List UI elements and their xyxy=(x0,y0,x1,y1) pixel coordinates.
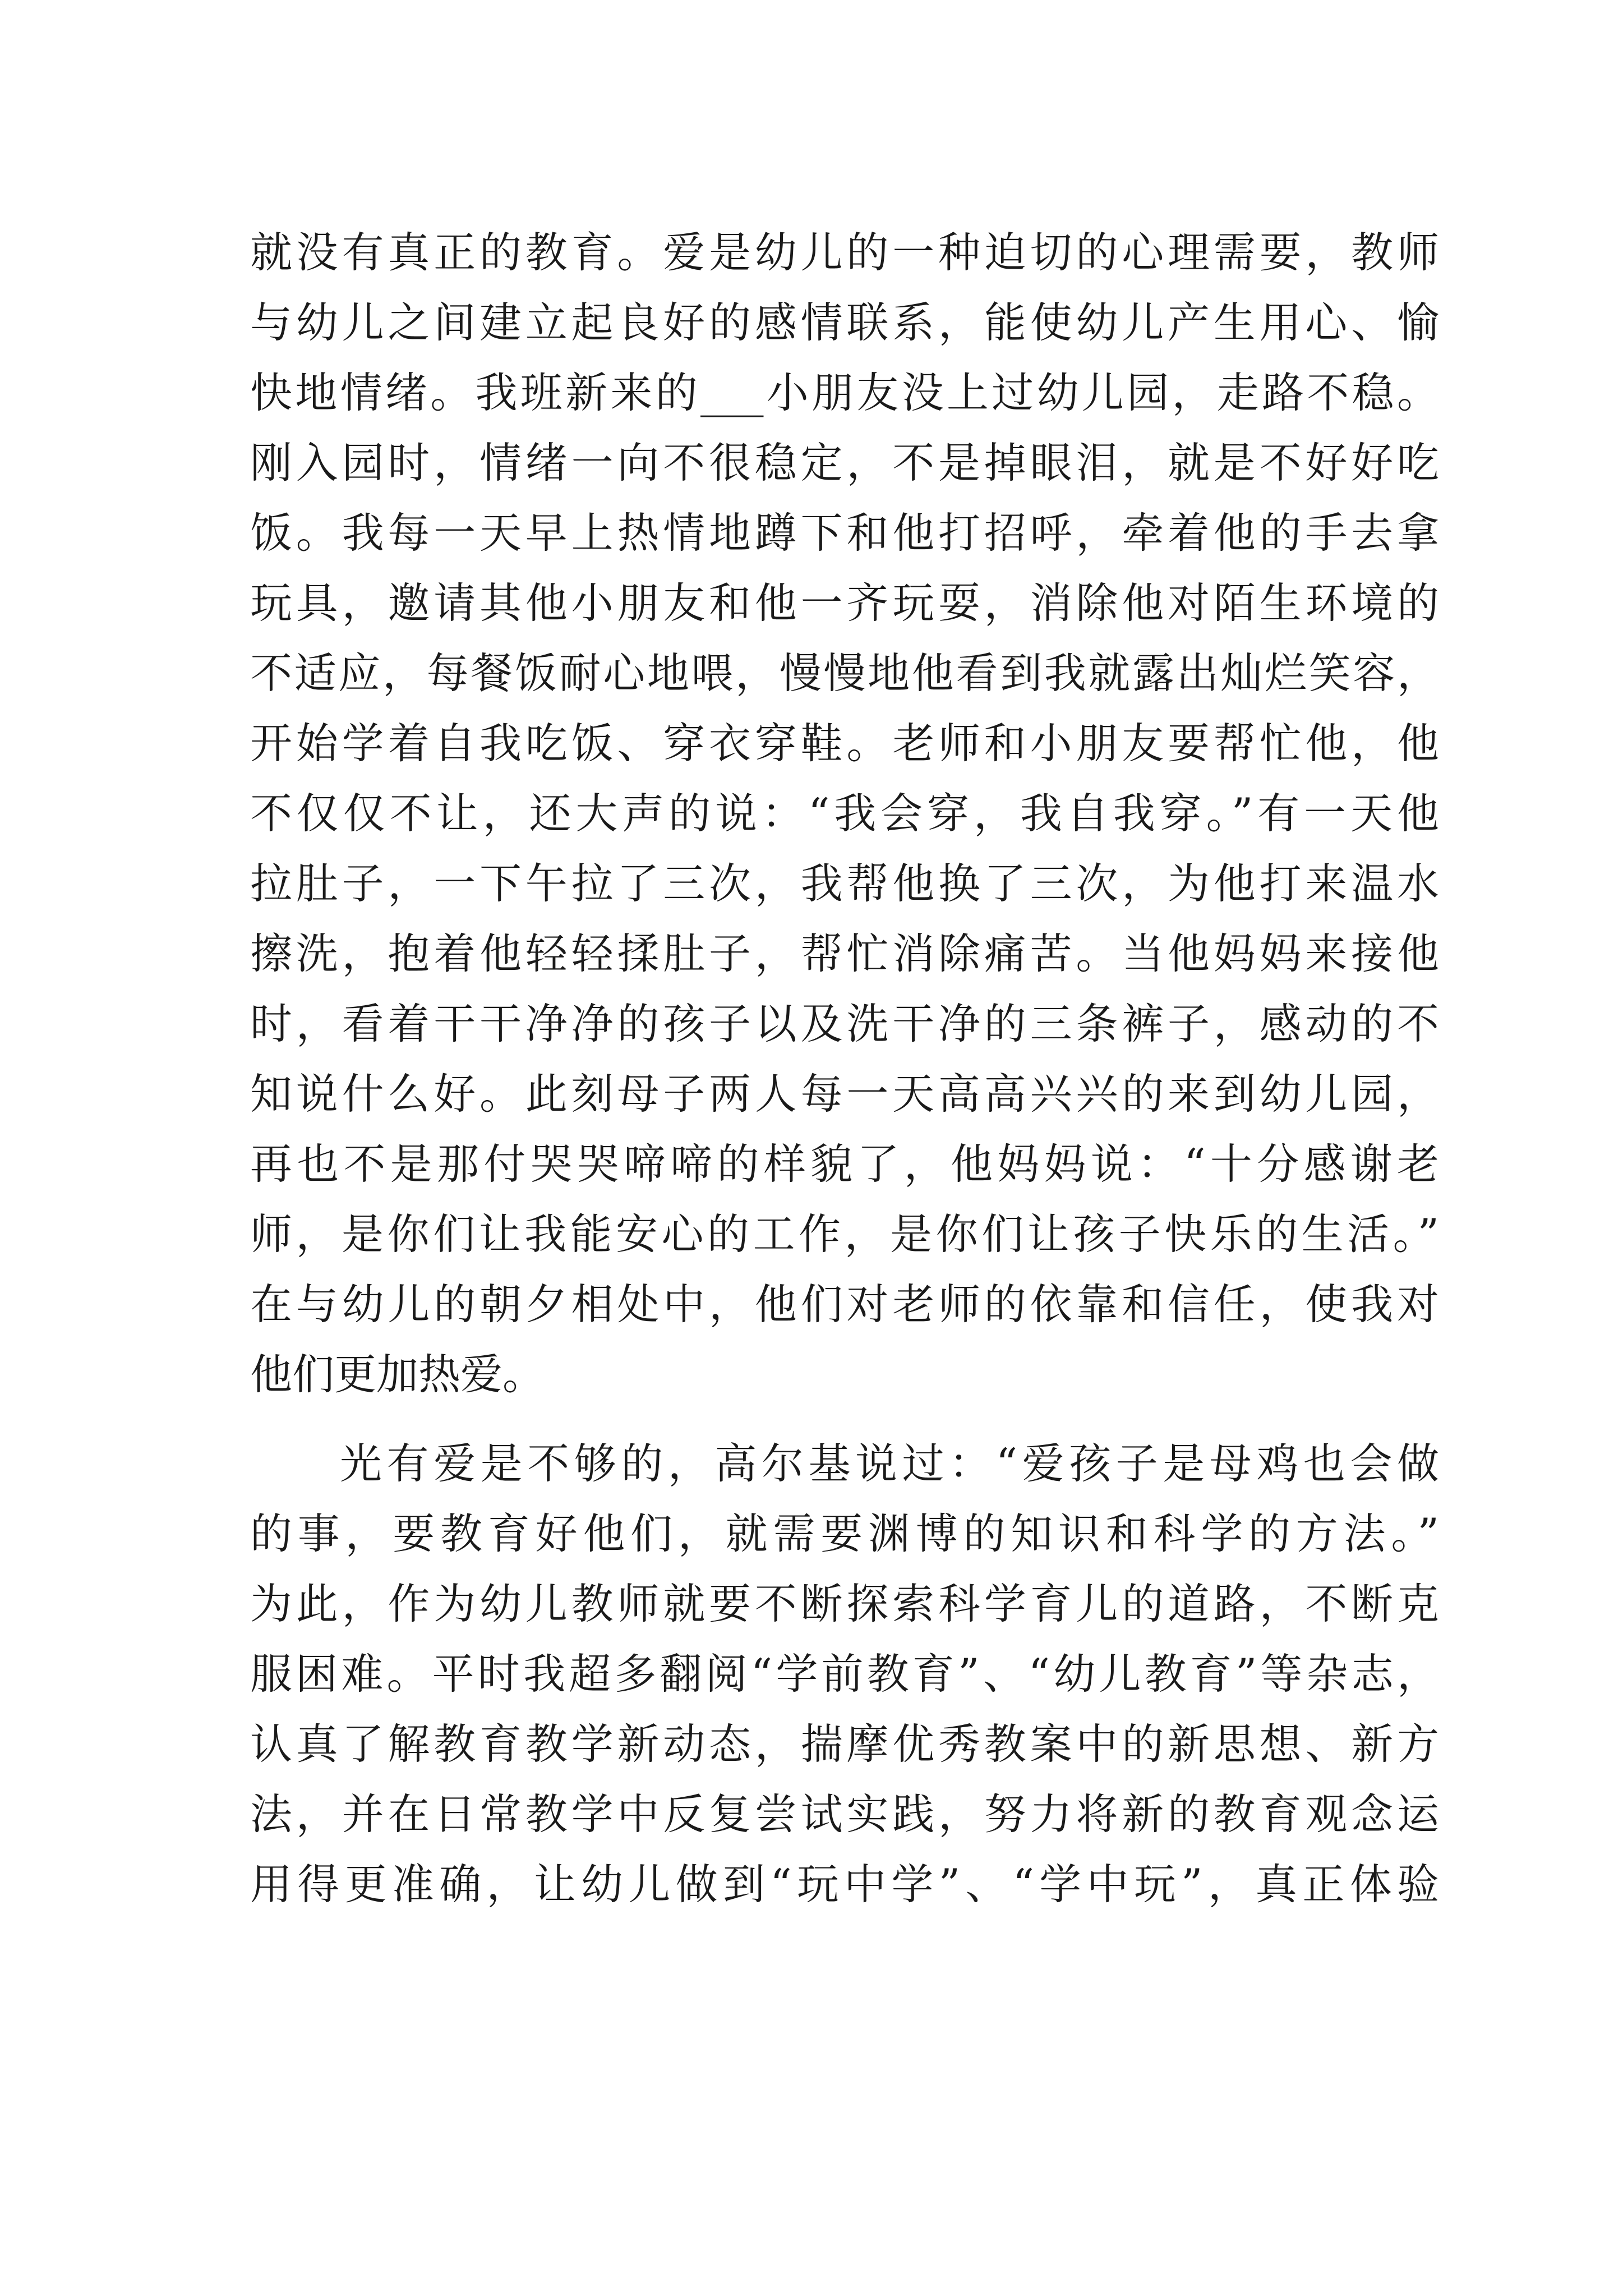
text-line: 认真了解教育教学新动态，揣摩优秀教案中的新思想、新方 xyxy=(250,1719,1439,1769)
paragraph-1 xyxy=(250,218,1439,1410)
text-line: 与幼儿之间建立起良好的感情联系，能使幼儿产生用心、愉 xyxy=(250,298,1439,347)
text-line: 拉肚子，一下午拉了三次，我帮他换了三次，为他打来温水 xyxy=(250,859,1439,908)
text-line: 不适应，每餐饭耐心地喂，慢慢地他看到我就露出灿烂笑容， xyxy=(250,648,1439,698)
text-line: 用得更准确，让幼儿做到“玩中学”、“学中玩”，真正体验 xyxy=(250,1860,1439,1909)
body-text xyxy=(250,218,1439,1920)
text-line: 就没有真正的教育。爱是幼儿的一种迫切的心理需要，教师 xyxy=(250,228,1439,277)
text-line: 的事，要教育好他们，就需要渊博的知识和科学的方法。” xyxy=(250,1509,1439,1558)
text-line: 刚入园时，情绪一向不很稳定，不是掉眼泪，就是不好好吃 xyxy=(250,438,1439,487)
text-line: 玩具，邀请其他小朋友和他一齐玩耍，消除他对陌生环境的 xyxy=(250,578,1439,628)
paragraph-gap xyxy=(250,1410,1439,1429)
text-line: 服困难。平时我超多翻阅“学前教育”、“幼儿教育”等杂志， xyxy=(250,1649,1439,1699)
text-line: 知说什么好。此刻母子两人每一天高高兴兴的来到幼儿园， xyxy=(250,1069,1439,1119)
text-line: 快地情绪。我班新来的___小朋友没上过幼儿园，走路不稳。 xyxy=(250,368,1439,417)
text-line: 为此，作为幼儿教师就要不断探索科学育儿的道路，不断克 xyxy=(250,1579,1439,1628)
text-line: 擦洗，抱着他轻轻揉肚子，帮忙消除痛苦。当他妈妈来接他 xyxy=(250,929,1439,978)
text-line: 再也不是那付哭哭啼啼的样貌了，他妈妈说：“十分感谢老 xyxy=(250,1139,1439,1189)
text-line: 开始学着自我吃饭、穿衣穿鞋。老师和小朋友要帮忙他，他 xyxy=(250,719,1439,768)
text-line: 时，看着干干净净的孩子以及洗干净的三条裤子，感动的不 xyxy=(250,999,1439,1048)
text-line: 他们更加热爱。 xyxy=(250,1350,545,1399)
text-line: 光有爱是不够的，高尔基说过：“爱孩子是母鸡也会做 xyxy=(340,1439,1439,1488)
text-line: 师，是你们让我能安心的工作，是你们让孩子快乐的生活。” xyxy=(250,1209,1439,1259)
text-line: 不仅仅不让，还大声的说：“我会穿，我自我穿。”有一天他 xyxy=(250,789,1439,838)
text-line: 在与幼儿的朝夕相处中，他们对老师的依靠和信任，使我对 xyxy=(250,1280,1439,1329)
text-line: 法，并在日常教学中反复尝试实践，努力将新的教育观念运 xyxy=(250,1789,1439,1839)
paragraph-2 xyxy=(250,1429,1439,1920)
text-line: 饭。我每一天早上热情地蹲下和他打招呼，牵着他的手去拿 xyxy=(250,508,1439,558)
